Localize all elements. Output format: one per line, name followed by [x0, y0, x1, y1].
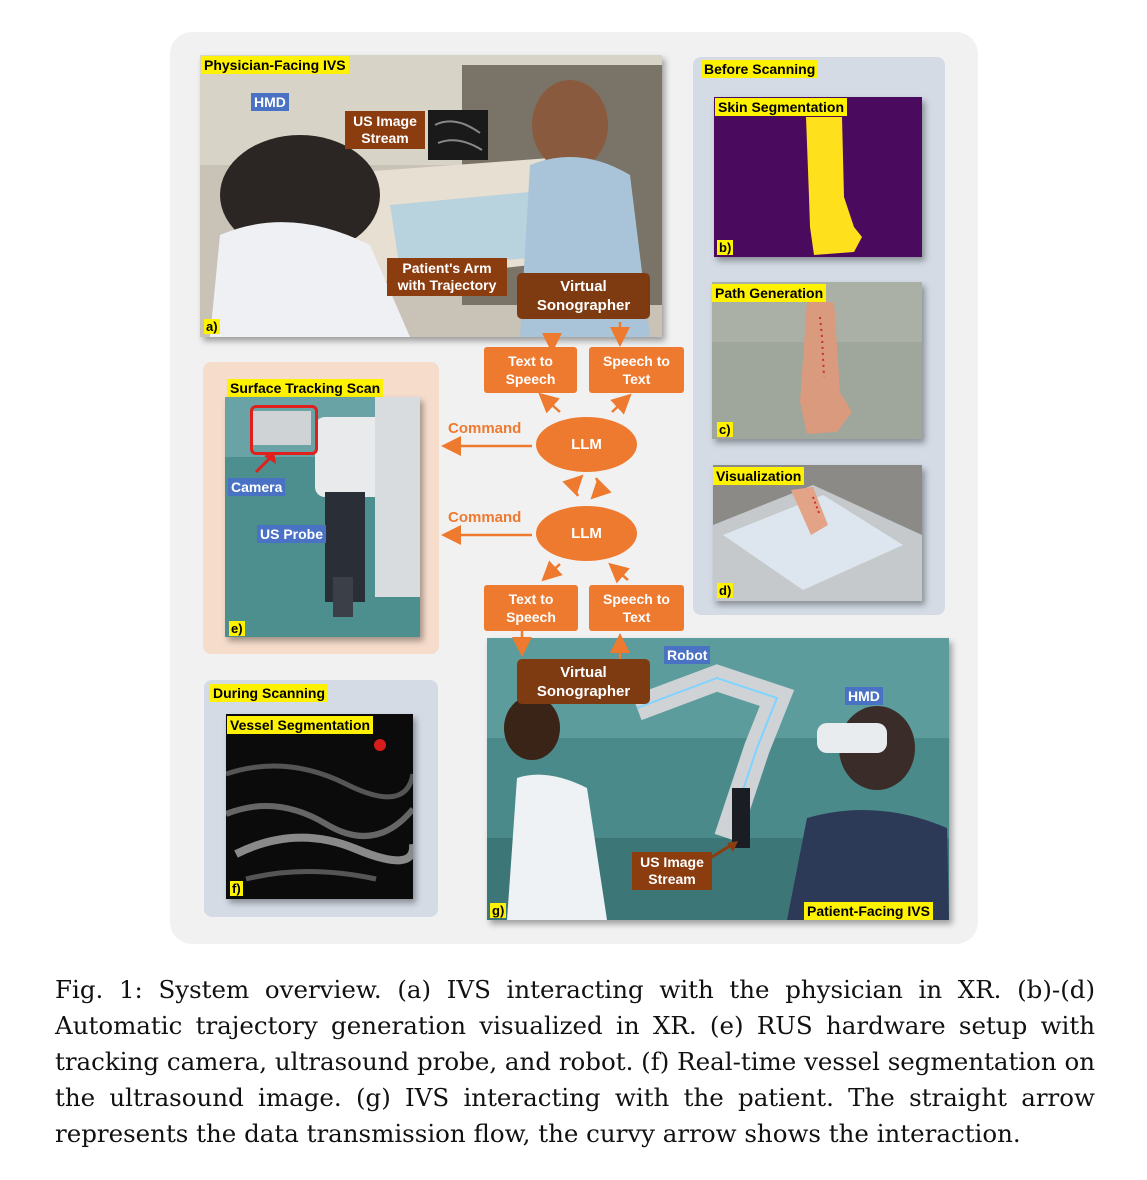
skin-segmentation-label: Skin Segmentation [715, 98, 847, 116]
virtual-sonographer-top: Virtual Sonographer [517, 273, 650, 319]
vessel-segmentation-label: Vessel Segmentation [227, 716, 373, 734]
panel-b-letter: b) [719, 240, 732, 255]
panel-g-us-stream-label: US Image Stream [632, 852, 712, 890]
command-bottom-label: Command [448, 509, 522, 526]
path-generation-image [712, 282, 922, 439]
panel-d-visualization [713, 465, 922, 601]
figure-caption: Fig. 1: System overview. (a) IVS interacting with the physician in XR. (b)-(d) Automatic trajectory generation visualized in XR. (e) RUS hardware setup with tracking camera, ultrasound probe, and robot. (f) Real-time vessel segmentation on the ultrasound image. (g) IVS interacting with the patient. The straight arrow represents the data transmission flow, the curvy arrow shows the interaction. [55, 975, 1095, 1148]
llm-top: LLM [536, 417, 637, 472]
virtual-sonographer-bottom: Virtual Sonographer [517, 659, 650, 704]
panel-g-robot-label: Robot [664, 646, 710, 664]
panel-g-title: Patient-Facing IVS [804, 902, 933, 920]
ultrasound-image [226, 714, 413, 899]
speech-to-text-bottom: Speech to Text [589, 585, 684, 631]
during-scanning-title: During Scanning [210, 684, 328, 702]
panel-a-title: Physician-Facing IVS [201, 56, 349, 74]
panel-a-letter: a) [206, 319, 218, 334]
camera-label: Camera [228, 478, 285, 496]
before-scanning-title: Before Scanning [701, 60, 818, 78]
panel-g-letter: g) [492, 903, 505, 918]
text-to-speech-bottom: Text to Speech [484, 585, 578, 631]
panel-f-letter: f) [232, 881, 241, 896]
panel-g-hmd-label: HMD [845, 687, 883, 705]
llm-bottom: LLM [536, 506, 637, 561]
visualization-label: Visualization [713, 467, 804, 485]
path-generation-label: Path Generation [712, 284, 826, 302]
us-stream-pointer-arrow-icon [705, 838, 741, 864]
panel-b-skin-segmentation [714, 97, 922, 257]
speech-to-text-top: Speech to Text [589, 347, 684, 393]
panel-a-hmd-label: HMD [251, 93, 289, 111]
camera-highlight-box [250, 405, 318, 455]
command-top-label: Command [448, 420, 522, 437]
panel-e-letter: e) [231, 621, 243, 636]
us-probe-label: US Probe [257, 525, 326, 543]
panel-c-path-generation [712, 282, 922, 439]
skin-segmentation-image [714, 97, 922, 257]
text-to-speech-top: Text to Speech [484, 347, 577, 393]
panel-d-letter: d) [719, 583, 732, 598]
visualization-image [713, 465, 922, 601]
panel-a-us-stream-label: US Image Stream [345, 111, 425, 149]
camera-pointer-arrow-icon [252, 450, 282, 476]
surface-tracking-title: Surface Tracking Scan [227, 379, 383, 397]
panel-f-vessel-segmentation [226, 714, 413, 899]
panel-c-letter: c) [719, 422, 731, 437]
panel-a-arm-label: Patient's Arm with Trajectory [387, 258, 507, 296]
